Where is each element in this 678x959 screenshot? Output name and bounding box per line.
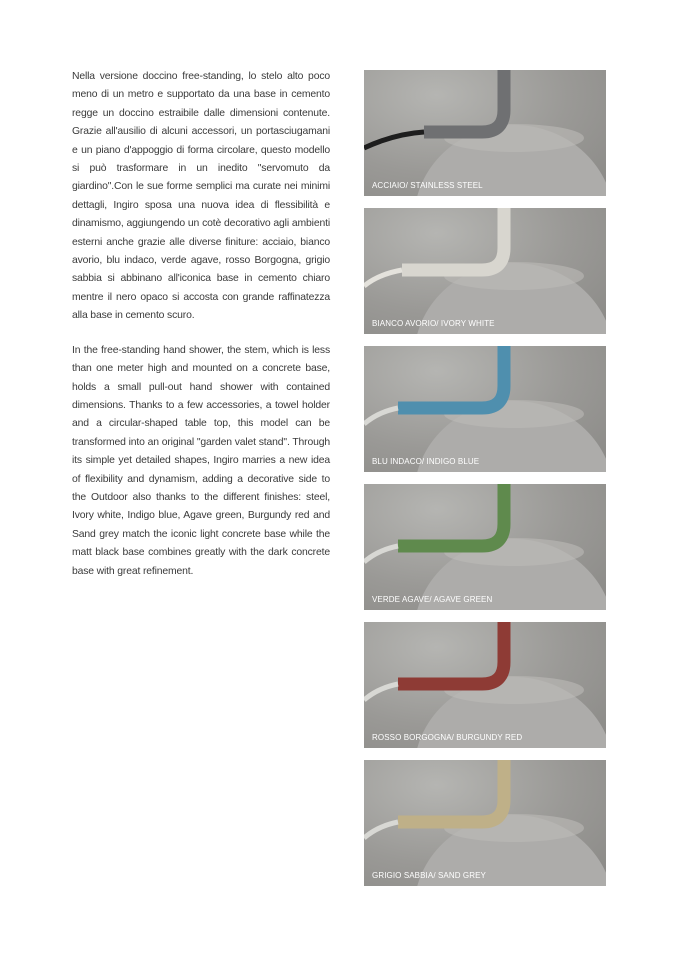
shower-stem bbox=[398, 760, 504, 822]
finish-caption: BIANCO AVORIO/ IVORY WHITE bbox=[372, 319, 495, 328]
shower-stem bbox=[398, 622, 504, 684]
finish-photo-stainless-steel bbox=[364, 70, 606, 196]
finish-photo-sand-grey bbox=[364, 760, 606, 886]
shower-hose bbox=[364, 546, 398, 562]
description-italian: Nella versione doccino free-standing, lo stelo alto poco meno di un metro e supportato da una base in cemento regge un doccino estraibile dalle dimensioni contenute. Grazie all'ausilio di alcuni accessori, un portasciugamani e un piano d'appoggio di forma circolare, questo modello si può trasformare in un inedito "servomuto da giardino".Con le sue forme semplici ma curate nei minimi dettagli, Ingiro sposa una nuova idea di flessibilità e dinamismo, aggiungendo un cotè decorativo agli ambienti esterni anche grazie alle diverse finiture: acciaio, bianco avorio, blu indaco, verde agave, rosso Borgogna, grigio sabbia si abbinano all'iconica base in cemento chiaro mentre il nero opaco si accosta con grande raffinatezza alla base in cemento scuro. bbox=[72, 71, 330, 322]
shower-hose bbox=[364, 132, 424, 148]
finish-photo-burgundy-red bbox=[364, 622, 606, 748]
shower-stem bbox=[398, 346, 504, 408]
shower-hose bbox=[364, 270, 402, 286]
description-english: In the free-standing hand shower, the stem, which is less than one meter high and mounted on a concrete base, holds a small pull-out hand shower with contained dimensions. Thanks to a few accessories, a towel holder and a circular-shaped table top, this model can be transformed into an original "garden valet stand". Through its simple yet detailed shapes, Ingiro marries a new idea of flexibility and dynamism, adding a decorative side to the Outdoor also thanks to the different finishes: steel, Ivory white, Indigo blue, Agave green, Burgundy red and Sand grey match the iconic light concrete base while the matt black base combines greatly with the dark concrete base with great refinement. bbox=[72, 344, 330, 577]
description-text bbox=[72, 68, 330, 597]
shower-stem bbox=[398, 484, 504, 546]
shower-hose bbox=[364, 408, 398, 424]
shower-stem bbox=[402, 208, 504, 270]
shower-hose bbox=[364, 822, 398, 838]
finish-caption: ACCIAIO/ STAINLESS STEEL bbox=[372, 181, 483, 190]
finish-caption: ROSSO BORGOGNA/ BURGUNDY RED bbox=[372, 733, 523, 742]
finish-caption: VERDE AGAVE/ AGAVE GREEN bbox=[372, 595, 493, 604]
finish-caption: GRIGIO SABBIA/ SAND GREY bbox=[372, 871, 486, 880]
finish-photo-indigo-blue bbox=[364, 346, 606, 472]
finish-caption: BLU INDACO/ INDIGO BLUE bbox=[372, 457, 480, 466]
shower-hose bbox=[364, 684, 398, 700]
shower-stem bbox=[424, 70, 504, 132]
finish-photo-ivory-white bbox=[364, 208, 606, 334]
finish-photo-agave-green bbox=[364, 484, 606, 610]
